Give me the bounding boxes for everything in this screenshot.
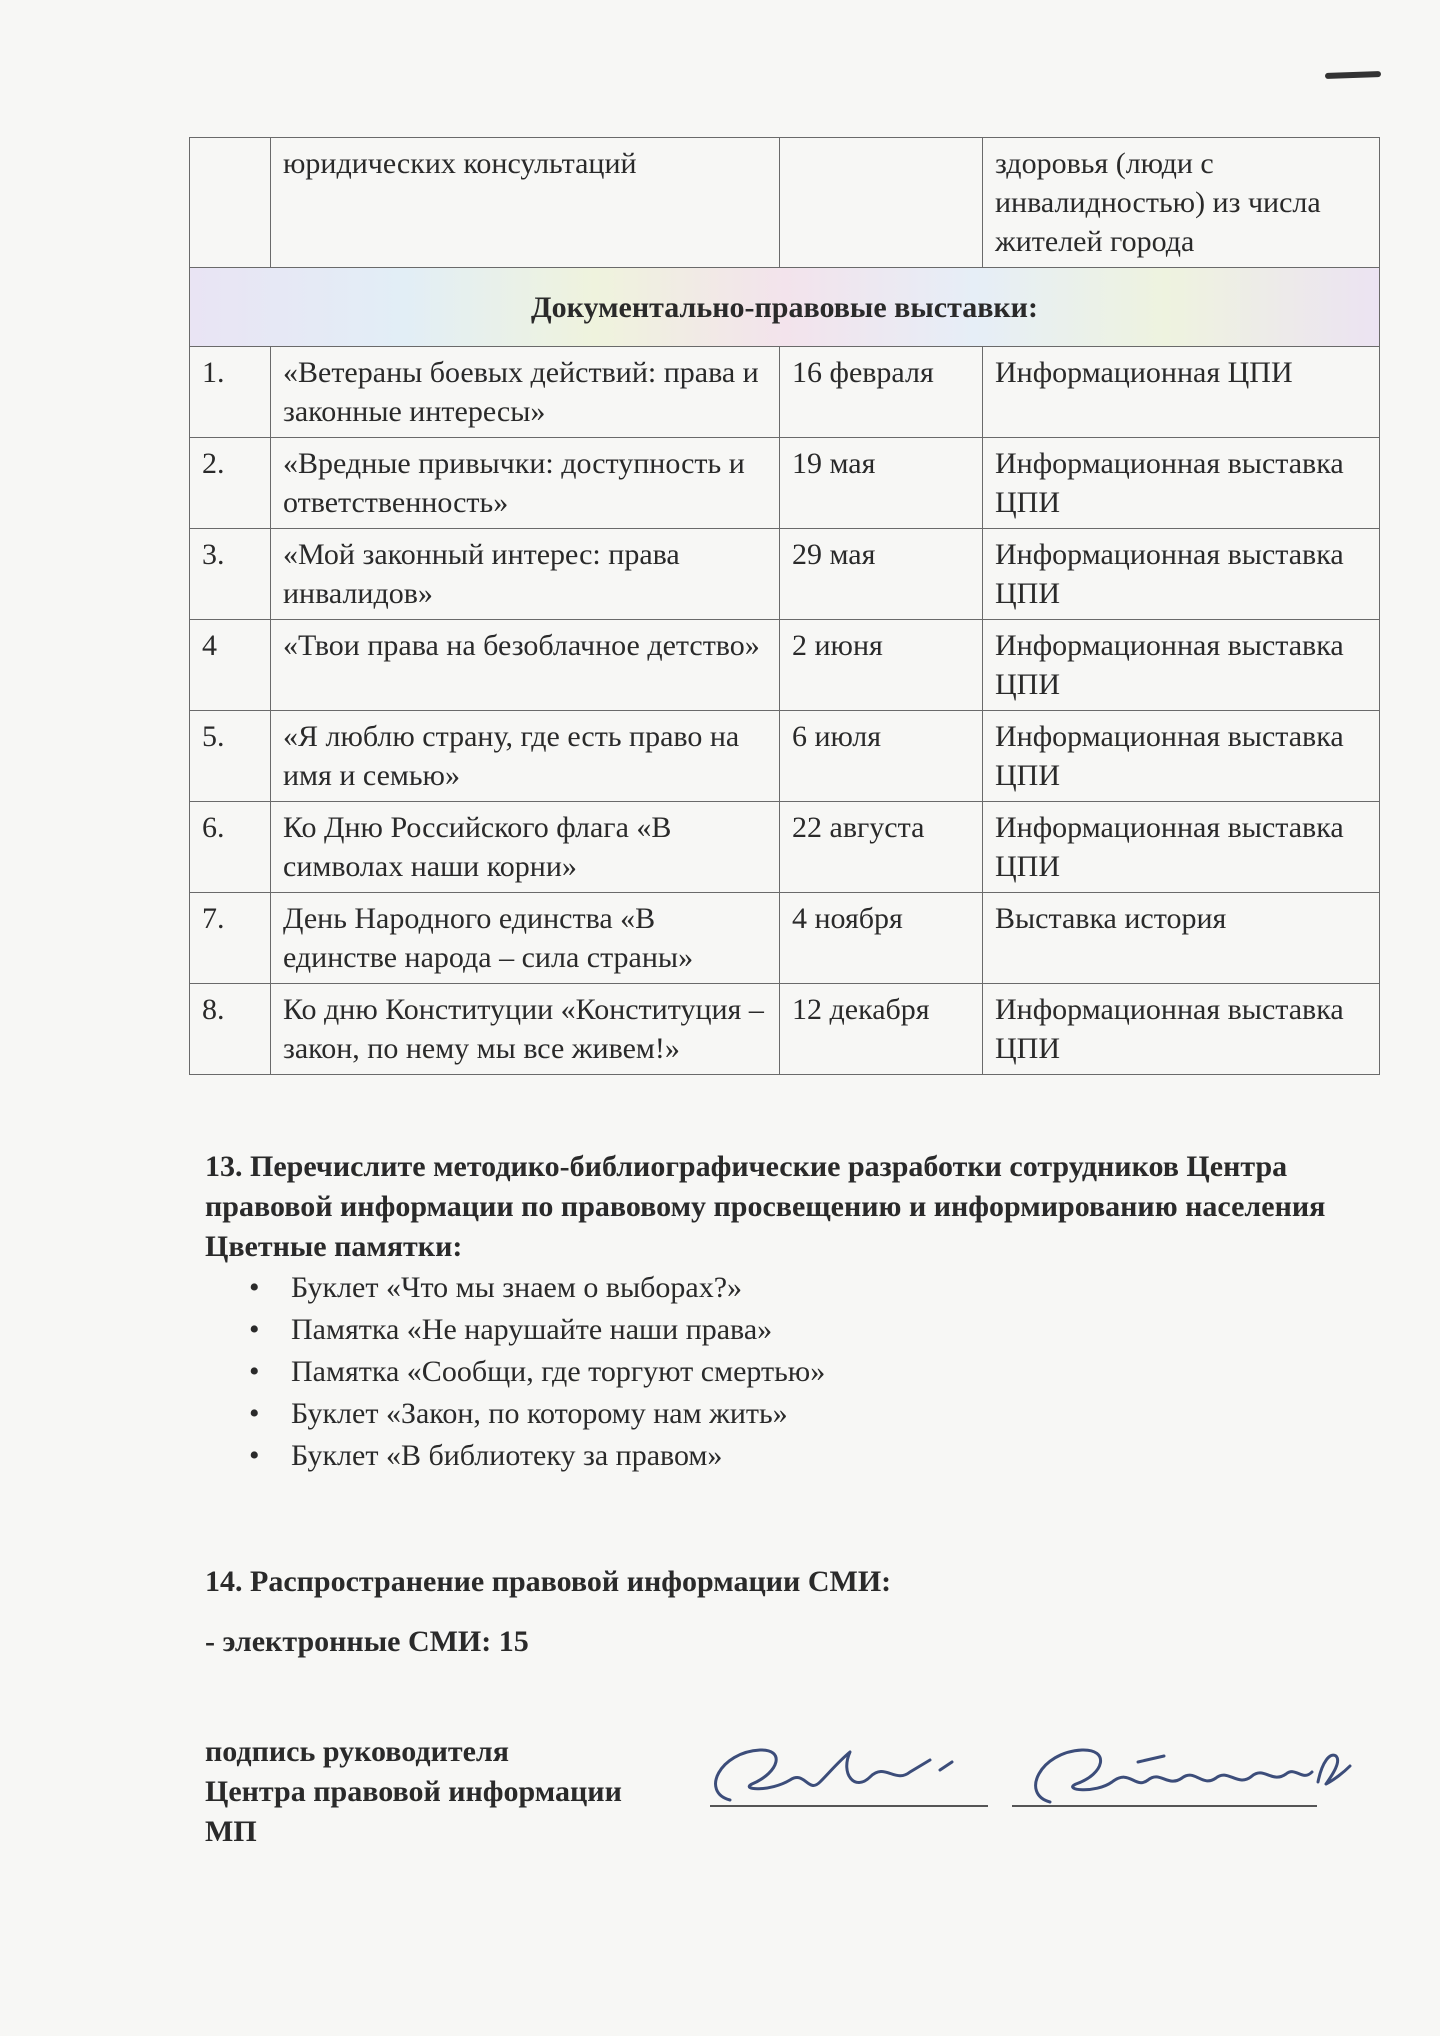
cell-date: 4 ноября — [780, 893, 983, 984]
section-14-line: - электронные СМИ: 15 — [205, 1625, 529, 1658]
list-item: • Буклет «Закон, по которому нам жить» — [249, 1393, 1355, 1435]
table-row — [190, 347, 1380, 438]
events-table — [189, 137, 1380, 1075]
table-row — [190, 711, 1380, 802]
cell-note: Информационная выставка ЦПИ — [983, 802, 1380, 893]
cell-num — [190, 138, 271, 268]
cell-date: 16 февраля — [780, 347, 983, 438]
cell-name: «Вредные привычки: доступность и ответственность» — [271, 438, 780, 529]
section-14-heading: 14. Распространение правовой информации СМИ: — [205, 1565, 892, 1598]
cell-name: «Твои права на безоблачное детство» — [271, 620, 780, 711]
cell-name: «Я люблю страну, где есть право на имя и семью» — [271, 711, 780, 802]
booklet-list — [205, 1267, 1355, 1477]
table-row — [190, 438, 1380, 529]
cell-date: 2 июня — [780, 620, 983, 711]
list-item: • Памятка «Сообщи, где торгуют смертью» — [249, 1351, 1355, 1393]
table-section-header — [190, 268, 1380, 347]
cell-num: 6. — [190, 802, 271, 893]
table-body — [190, 347, 1380, 1075]
signature-label-2: Центра правовой информации — [205, 1775, 622, 1808]
cell-date: 6 июля — [780, 711, 983, 802]
table-row — [190, 529, 1380, 620]
section-13-heading: 13. Перечислите методико-библиографические разработки сотрудников Центра правовой информации по правовому просвещению и информированию населения — [205, 1150, 1326, 1223]
cell-date: 19 мая — [780, 438, 983, 529]
table-row — [190, 802, 1380, 893]
cell-note: Информационная выставка ЦПИ — [983, 711, 1380, 802]
cell-date: 22 августа — [780, 802, 983, 893]
cell-note: Информационная выставка ЦПИ — [983, 529, 1380, 620]
list-item: • Памятка «Не нарушайте наши права» — [249, 1309, 1355, 1351]
section-13-subheading: Цветные памятки: — [205, 1230, 463, 1263]
handwritten-signature — [690, 1722, 1370, 1832]
cell-date: 29 мая — [780, 529, 983, 620]
cell-date — [780, 138, 983, 268]
corner-mark — [1325, 71, 1381, 79]
signature-label-3: МП — [205, 1815, 257, 1848]
cell-num: 5. — [190, 711, 271, 802]
list-item: • Буклет «Что мы знаем о выборах?» — [249, 1267, 1355, 1309]
cell-note: Информационная ЦПИ — [983, 347, 1380, 438]
cell-name: юридических консультаций — [271, 138, 780, 268]
section-header-cell: Документально-правовые выставки: — [190, 268, 1380, 347]
cell-num: 3. — [190, 529, 271, 620]
table-row — [190, 138, 1380, 268]
cell-name: «Ветераны боевых действий: права и законные интересы» — [271, 347, 780, 438]
list-item: • Буклет «В библиотеку за правом» — [249, 1435, 1355, 1477]
cell-note: Информационная выставка ЦПИ — [983, 438, 1380, 529]
cell-note: Выставка история — [983, 893, 1380, 984]
cell-note: здоровья (люди с инвалидностью) из числа жителей города — [983, 138, 1380, 268]
section-14 — [205, 1562, 891, 1662]
cell-note: Информационная выставка ЦПИ — [983, 620, 1380, 711]
cell-num: 2. — [190, 438, 271, 529]
cell-num: 8. — [190, 984, 271, 1075]
cell-date: 12 декабря — [780, 984, 983, 1075]
signature-block — [205, 1732, 622, 1852]
table-row — [190, 620, 1380, 711]
table-row — [190, 984, 1380, 1075]
table-row — [190, 893, 1380, 984]
section-13 — [205, 1147, 1355, 1477]
cell-name: Ко Дню Российского флага «В символах наши корни» — [271, 802, 780, 893]
signature-label-1: подпись руководителя — [205, 1735, 509, 1768]
cell-name: «Мой законный интерес: права инвалидов» — [271, 529, 780, 620]
cell-num: 1. — [190, 347, 271, 438]
cell-name: День Народного единства «В единстве народа – сила страны» — [271, 893, 780, 984]
cell-num: 4 — [190, 620, 271, 711]
cell-num: 7. — [190, 893, 271, 984]
cell-name: Ко дню Конституции «Конституция – закон, по нему мы все живем!» — [271, 984, 780, 1075]
cell-note: Информационная выставка ЦПИ — [983, 984, 1380, 1075]
